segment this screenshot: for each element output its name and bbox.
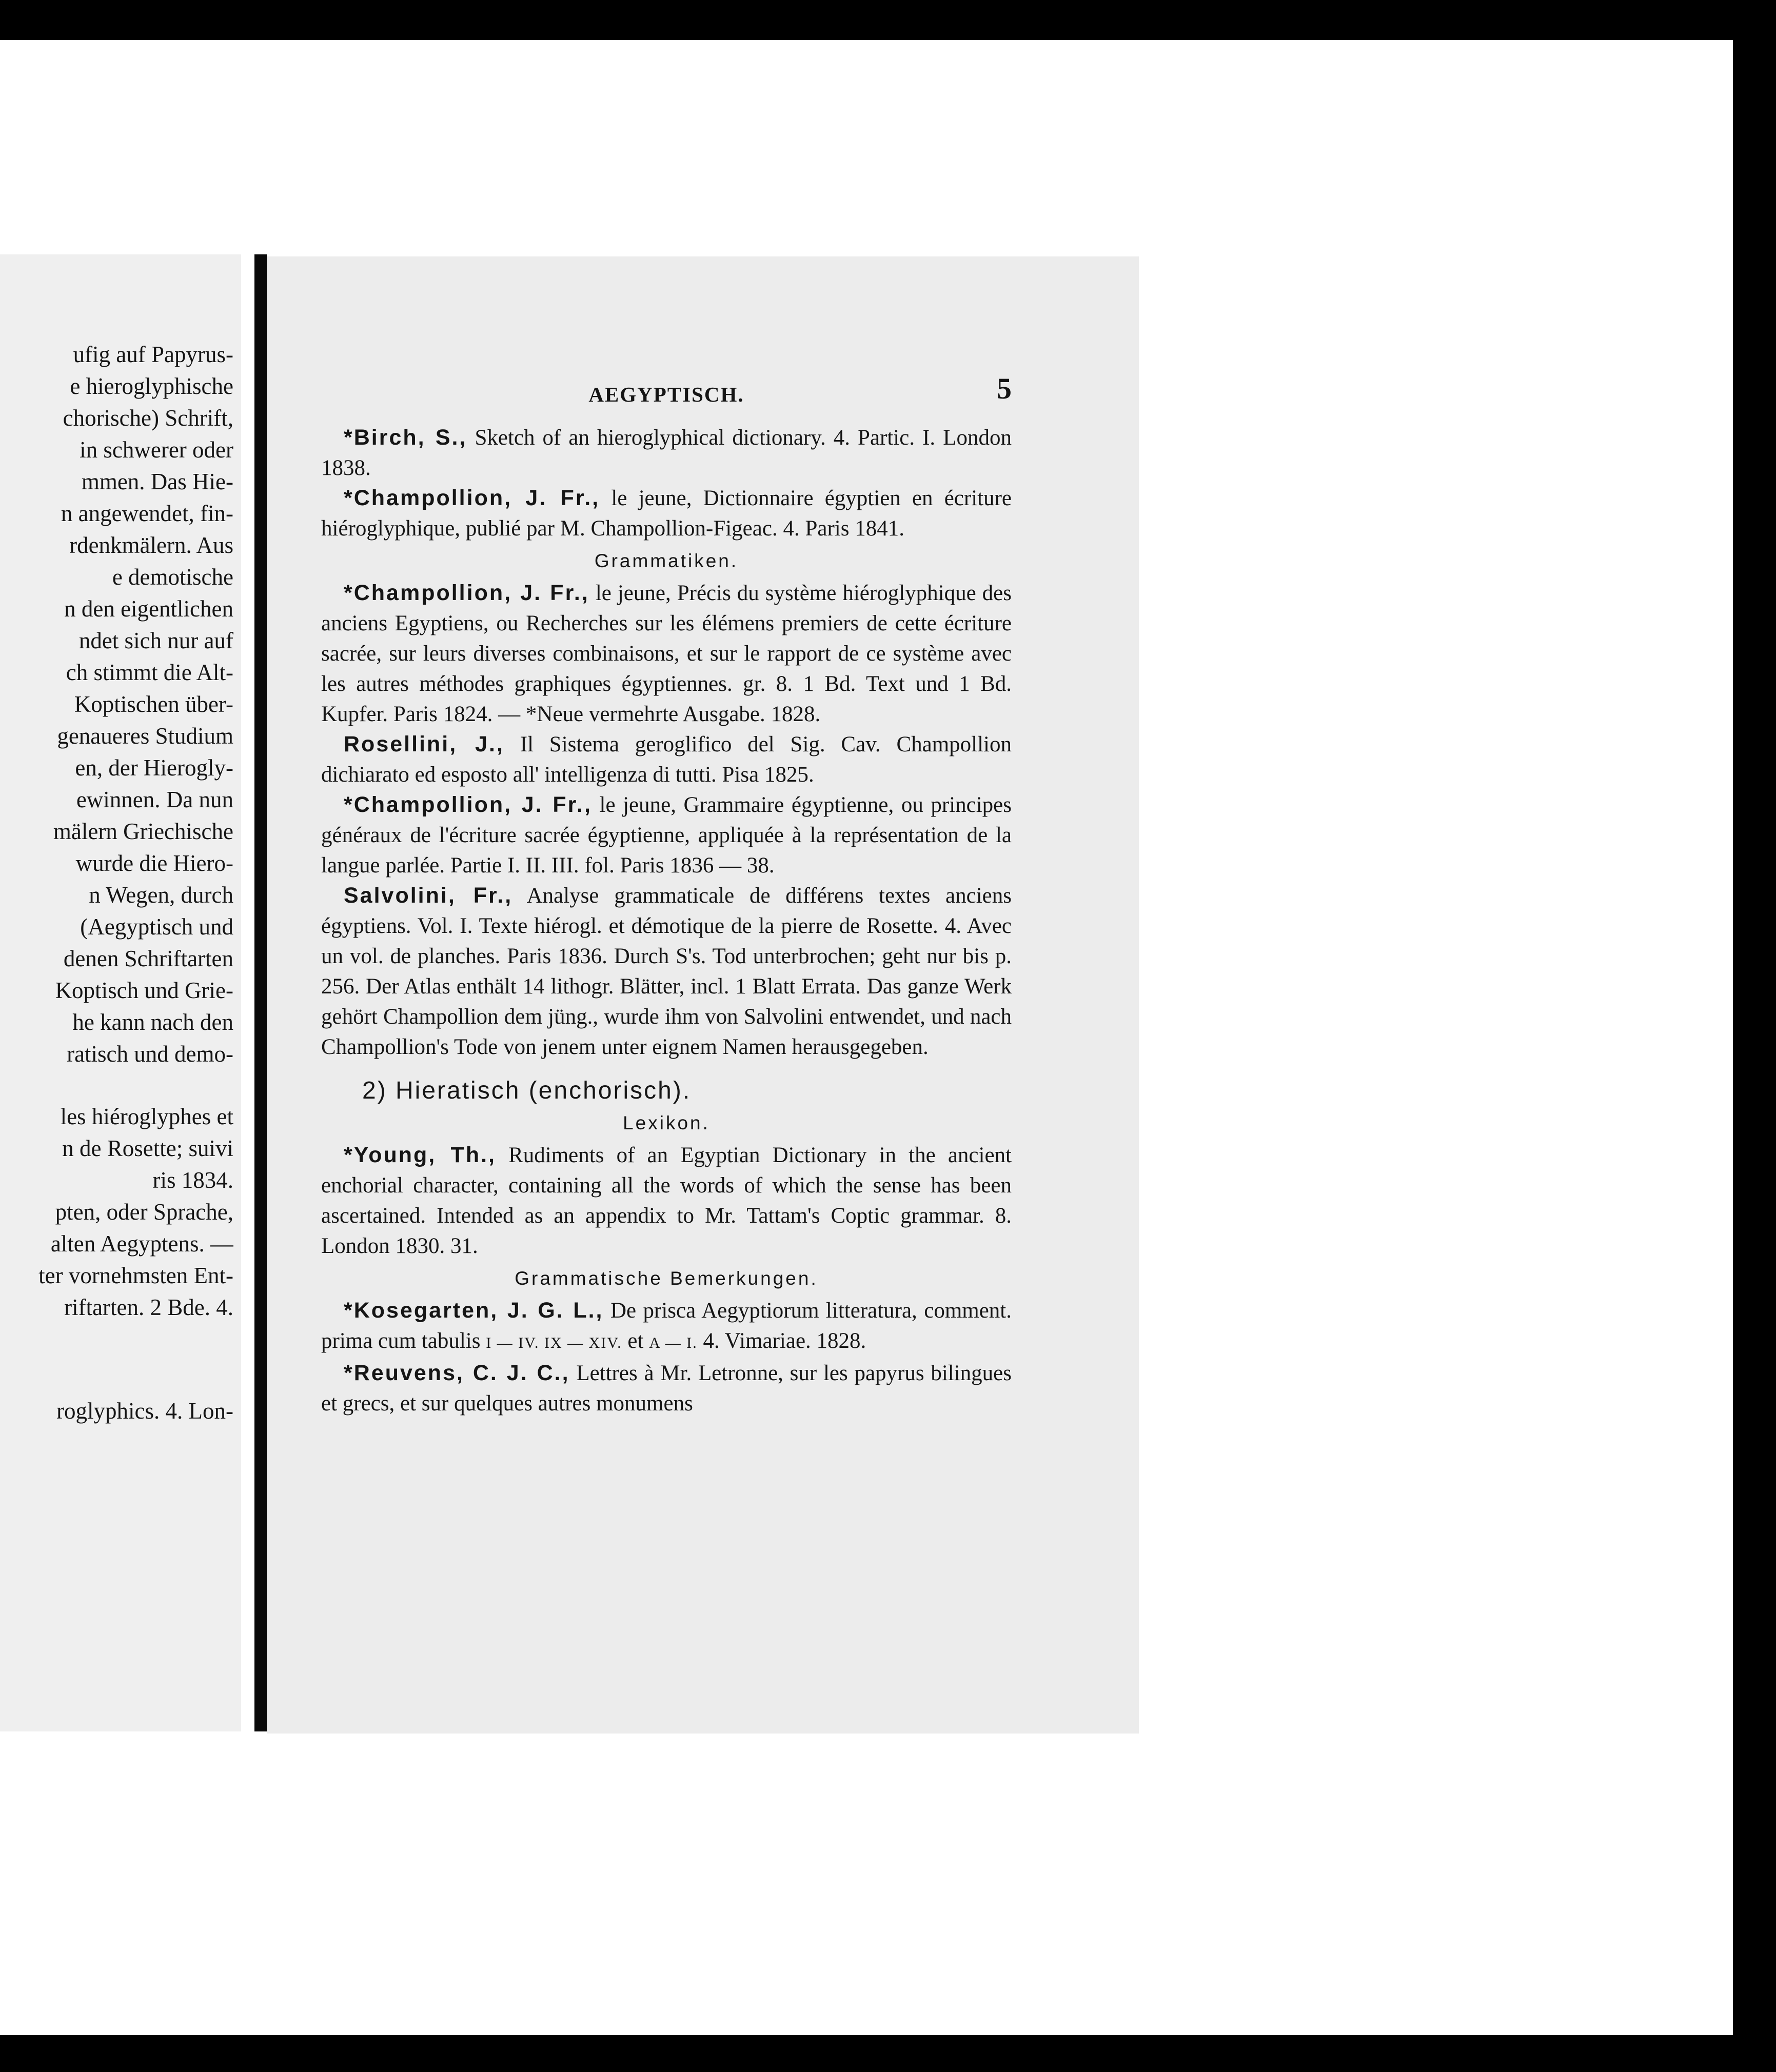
entry-author: *Champollion, J. Fr., <box>344 792 592 817</box>
entry-text: le jeune, Dictionnaire égyptien en écriture hiéroglyphique, publié par M. Champollion-Figeac. 4. Paris 1841. <box>321 486 1012 541</box>
scan-frame-right <box>1733 0 1776 2072</box>
entry-text: Rudiments of an Egyptian Dictionary in the ancient enchorial character, containing all the words of which the sense has been ascertained. Intended as an appendix to Mr. Tattam's Coptic grammar. 8. London 1830. 31. <box>321 1143 1012 1258</box>
bibliography-entry <box>321 729 1012 790</box>
plate-range: I — IV. IX — XIV. <box>486 1334 622 1351</box>
previous-page-line: ndet sich nur auf <box>78 628 233 653</box>
previous-page-line: genaueres Studium <box>57 723 233 749</box>
previous-page-line: n Wegen, durch <box>89 882 233 908</box>
entry-text: le jeune, Précis du système hiéroglyphique des anciens Egyptiens, ou Recherches sur les élémens premiers de cette écriture sacrée, sur leurs diverses combinaisons, et sur le rapport de ce système avec les autres méthodes graphiques égyptiennes. gr. 8. 1 Bd. Text und 1 Bd. Kupfer. Paris 1824. — *Neue vermehrte Ausgabe. 1828. <box>321 581 1012 726</box>
book-page <box>267 256 1139 1734</box>
entry-author: Salvolini, Fr., <box>344 883 513 908</box>
entry-text: le jeune, Grammaire égyptienne, ou principes généraux de l'écriture sacrée égyptienne, appliquée à la représentation de la langue parlée. Partie I. II. III. fol. Paris 1836 — 38. <box>321 793 1012 878</box>
previous-page-fragment <box>0 254 241 1731</box>
running-title: AEGYPTISCH. <box>588 383 744 406</box>
previous-page-line: en, der Hierogly- <box>75 755 233 781</box>
previous-page-line: e demotische <box>112 564 233 590</box>
running-header <box>321 373 1012 423</box>
previous-page-line: in schwerer oder <box>80 437 233 463</box>
entry-author: *Champollion, J. Fr., <box>344 486 600 510</box>
bibliography-entry <box>321 483 1012 544</box>
entry-text: Il Sistema geroglifico del Sig. Cav. Champollion dichiarato ed esposto all' intelligenza di tutti. Pisa 1825. <box>321 732 1012 787</box>
entry-text: et <box>627 1329 644 1353</box>
entry-text: Lettres à Mr. Letronne, sur les papyrus bilingues et grecs, et sur quelques autres monumens <box>321 1361 1012 1416</box>
bibliography-entry <box>321 1358 1012 1419</box>
previous-page-line: ter vornehmsten Ent- <box>38 1263 233 1288</box>
previous-page-line: alten Aegyptens. — <box>50 1231 233 1257</box>
previous-page-line: n angewendet, fin- <box>61 501 233 526</box>
previous-page-line: ratisch und demo- <box>67 1041 233 1067</box>
entry-author: *Reuvens, C. J. C., <box>344 1361 570 1385</box>
previous-page-line: pten, oder Sprache, <box>55 1199 233 1225</box>
page-number: 5 <box>997 372 1012 405</box>
previous-page-line: chorische) Schrift, <box>63 405 233 431</box>
entry-text: Sketch of an hieroglyphical dictionary. 4. Partic. I. London 1838. <box>321 426 1012 480</box>
previous-page-line: riftarten. 2 Bde. 4. <box>64 1294 233 1320</box>
entry-author: Rosellini, J., <box>344 732 504 756</box>
previous-page-line: (Aegyptisch und <box>80 914 233 940</box>
previous-page-line: ufig auf Papyrus- <box>73 342 233 367</box>
previous-page-line: rdenkmälern. Aus <box>69 532 233 558</box>
page-content <box>321 373 1012 1419</box>
section-heading-hieratisch: 2) Hieratisch (enchorisch). <box>362 1077 692 1104</box>
plate-range: A — I. <box>649 1334 698 1351</box>
subheading-grammatiken: Grammatiken. <box>594 550 739 571</box>
entry-author: *Young, Th., <box>344 1143 496 1167</box>
bibliography-entry <box>321 1296 1012 1358</box>
previous-page-last-line: roglyphics. 4. Lon- <box>56 1398 233 1424</box>
entries-group-2 <box>321 578 1012 1062</box>
previous-page-line: les hiéroglyphes et <box>60 1104 233 1129</box>
entry-author: *Birch, S., <box>344 425 467 450</box>
previous-page-line: ch stimmt die Alt- <box>66 660 233 685</box>
entry-text: De prisca Aegyptiorum litteratura, comment. prima cum tabulis <box>321 1299 1012 1353</box>
previous-page-line: Koptisch und Grie- <box>55 978 233 1003</box>
bibliography-entry <box>321 1140 1012 1261</box>
entry-text: 4. Vimariae. 1828. <box>703 1329 866 1353</box>
bibliography-entry <box>321 423 1012 483</box>
scan-frame-bottom <box>0 2035 1776 2072</box>
entries-group-4 <box>321 1358 1012 1419</box>
book-gutter <box>254 254 267 1731</box>
entries-group-3 <box>321 1140 1012 1261</box>
previous-page-line: ewinnen. Da nun <box>76 787 233 812</box>
previous-page-line: he kann nach den <box>72 1009 233 1035</box>
previous-page-line: mälern Griechische <box>53 819 233 844</box>
previous-page-line: Koptischen über- <box>74 691 233 717</box>
entry-author: *Champollion, J. Fr., <box>344 581 589 605</box>
subheading-lexikon: Lexikon. <box>623 1112 710 1133</box>
entry-author: *Kosegarten, J. G. L., <box>344 1298 604 1323</box>
entry-text: Analyse grammaticale de différens textes anciens égyptiens. Vol. I. Texte hiérogl. et démotique de la pierre de Rosette. 4. Avec un vol. de planches. Paris 1836. Durch S's. Tod unterbrochen; geht nur bis p. 256. Der Atlas enthält 14 lithogr. Blätter, incl. 1 Blatt Errata. Das ganze Werk gehört Champollion dem jüng., wurde ihm von Salvolini entwendet, und nach Champollion's Tode von jenem unter eignem Namen herausgegeben. <box>321 884 1012 1059</box>
entries-group-1 <box>321 423 1012 544</box>
previous-page-line: n de Rosette; suivi <box>62 1135 233 1161</box>
bibliography-entry <box>321 578 1012 729</box>
previous-page-line: ris 1834. <box>152 1167 233 1193</box>
previous-page-line: n den eigentlichen <box>64 596 233 622</box>
previous-page-line: e hieroglyphische <box>70 373 233 399</box>
subheading-grammatische-bemerkungen: Grammatische Bemerkungen. <box>515 1268 818 1289</box>
previous-page-text <box>0 254 233 1427</box>
previous-page-line: wurde die Hiero- <box>75 850 233 876</box>
scan-frame-top <box>0 0 1776 40</box>
bibliography-entry <box>321 881 1012 1062</box>
bibliography-entry <box>321 790 1012 881</box>
previous-page-line: mmen. Das Hie- <box>81 469 233 494</box>
previous-page-line: denen Schriftarten <box>63 946 233 971</box>
